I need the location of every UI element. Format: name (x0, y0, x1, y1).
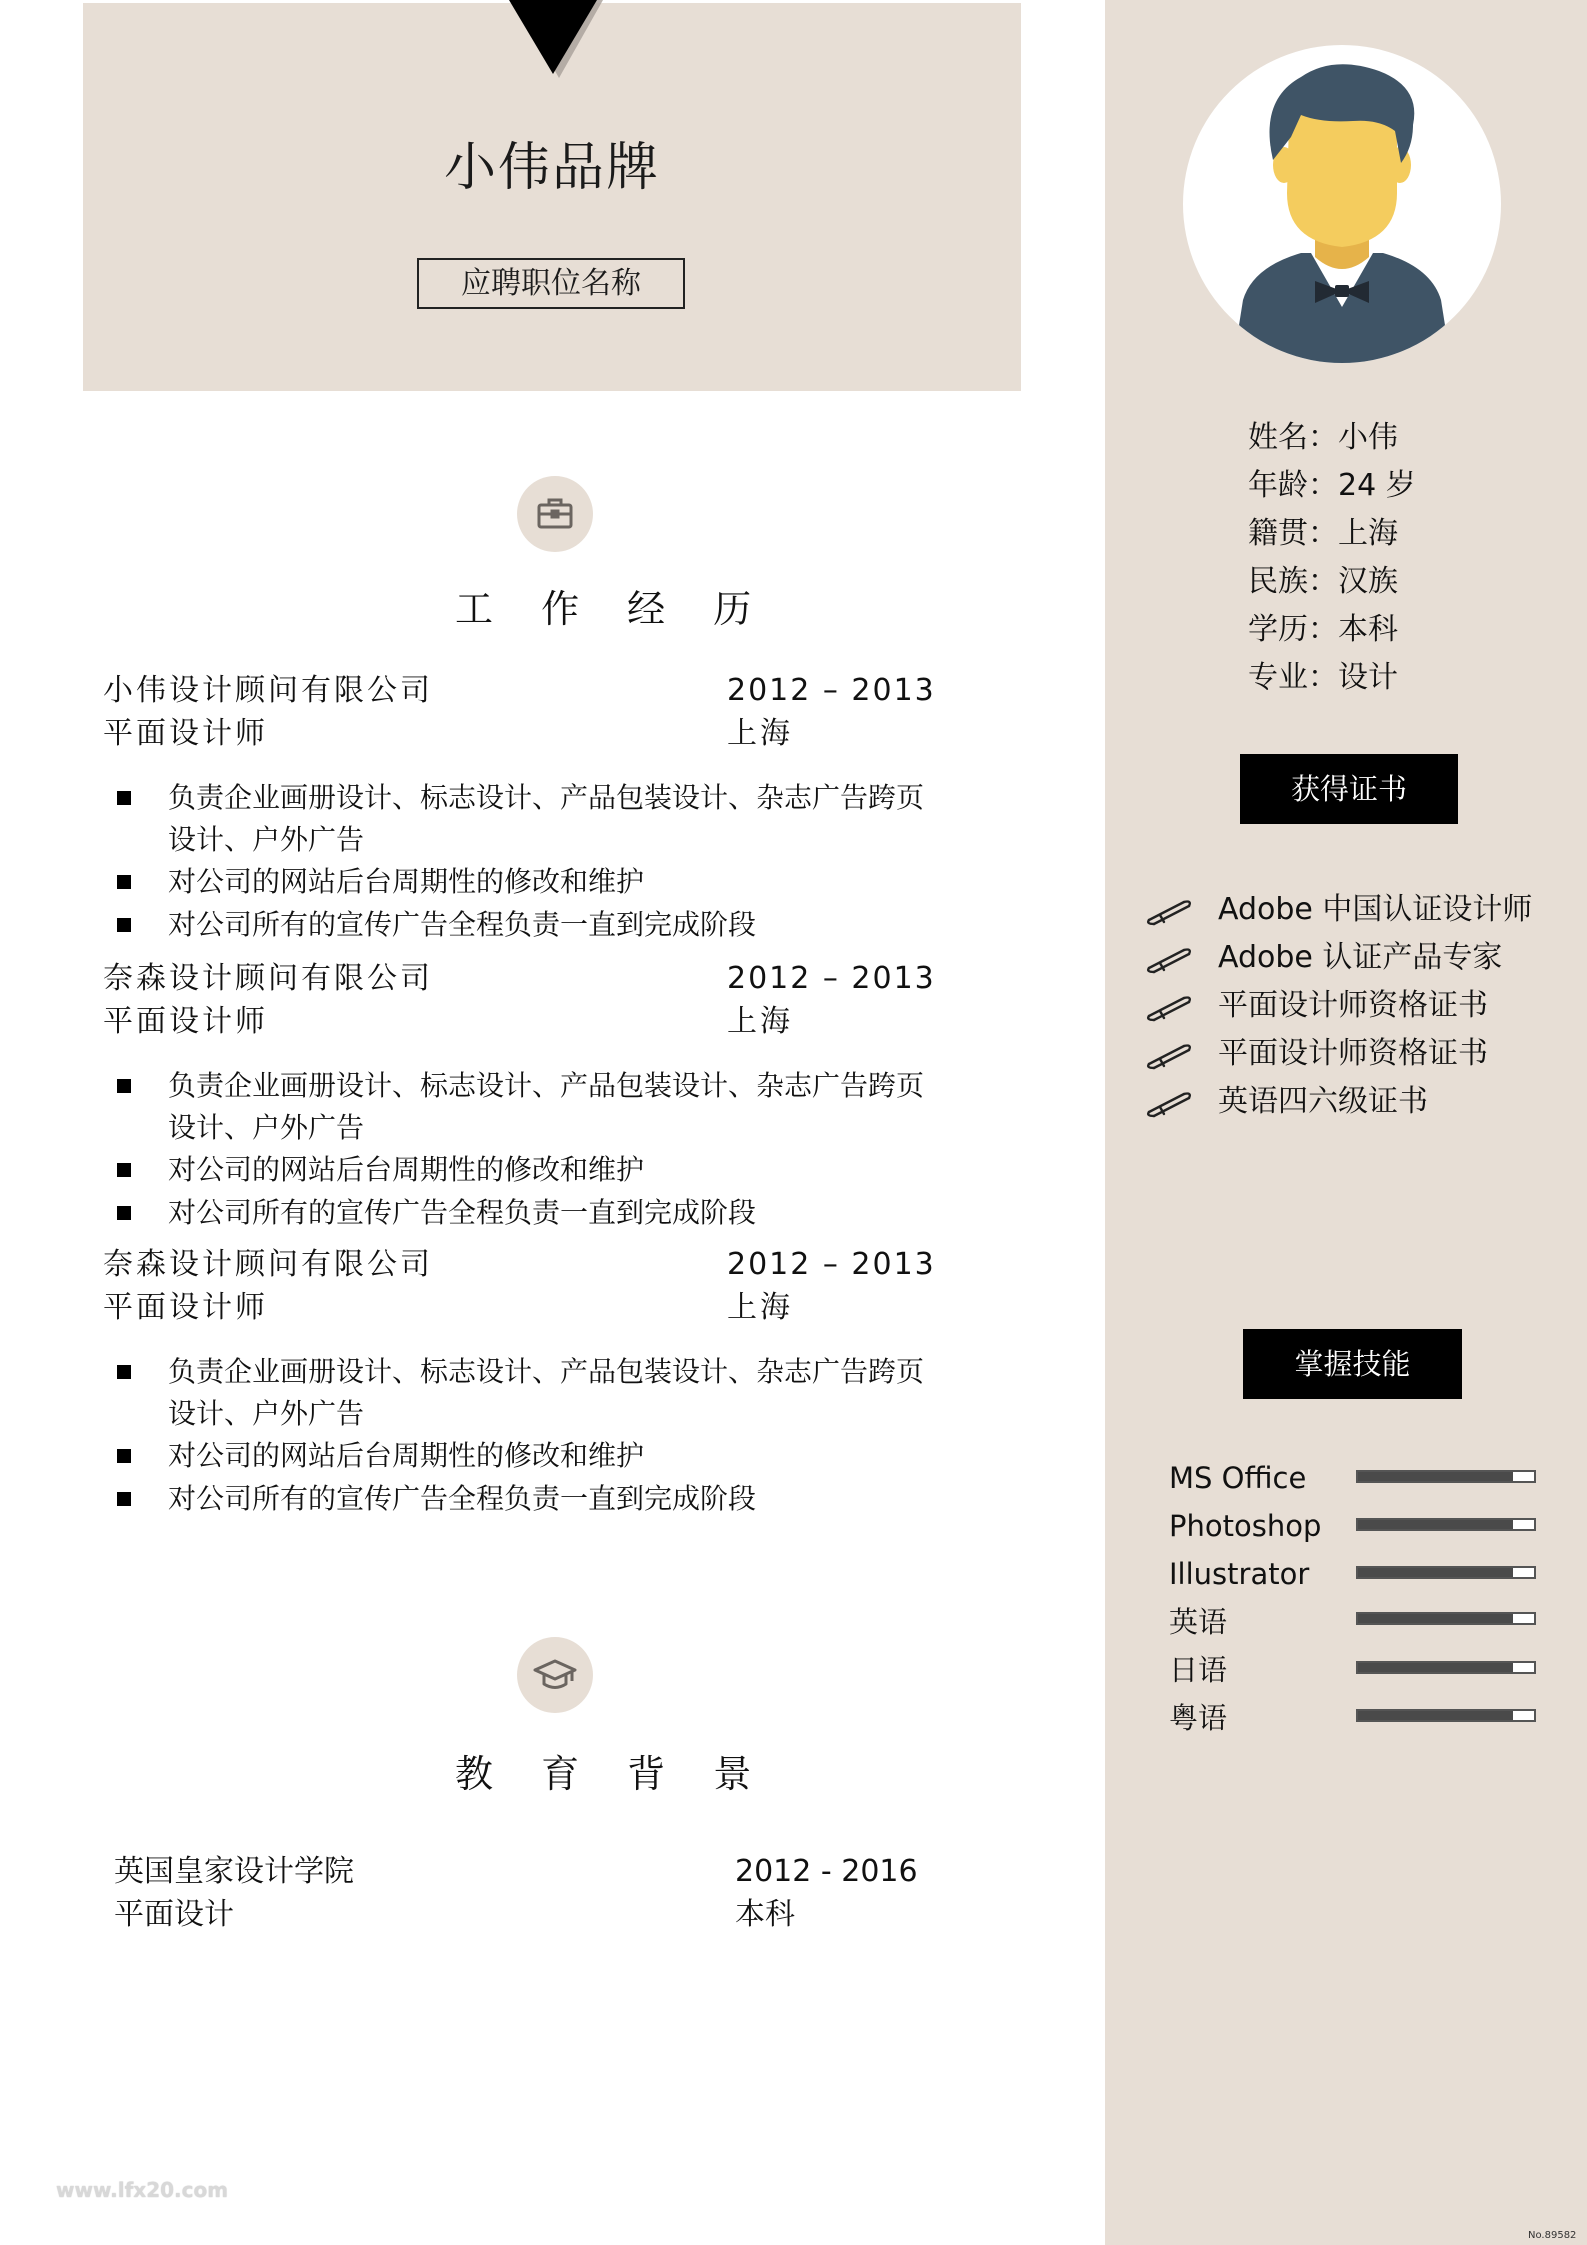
bullet-square-icon (117, 1206, 131, 1220)
skill-level-fill (1358, 1472, 1513, 1481)
skill-label: MS Office (1169, 1461, 1307, 1495)
bullet-square-icon (117, 875, 131, 889)
skill-level-fill (1358, 1520, 1513, 1529)
certificate-item: Adobe 中国认证设计师 (1218, 892, 1533, 927)
skill-level-bar (1356, 1661, 1536, 1674)
job-company: 小伟设计顾问有限公司 (103, 673, 433, 708)
skill-level-fill (1358, 1614, 1513, 1623)
bullet-square-icon (117, 791, 131, 805)
certificate-scroll-icon (1146, 1040, 1192, 1070)
position-title: 应聘职位名称 (417, 258, 685, 309)
profile-hometown: 籍贯：上海 (1248, 516, 1398, 551)
skill-level-fill (1358, 1568, 1513, 1577)
job-duty: 对公司的网站后台周期性的修改和维护 (168, 1153, 645, 1186)
certificate-scroll-icon (1146, 992, 1192, 1022)
education-heading: 教 育 背 景 (455, 1752, 770, 1796)
job-duty: 对公司所有的宣传广告全程负责一直到完成阶段 (168, 908, 757, 941)
skill-level-bar (1356, 1566, 1536, 1579)
certificate-item: 英语四六级证书 (1218, 1084, 1428, 1119)
bullet-square-icon (117, 1079, 131, 1093)
header-notch (509, 0, 597, 74)
certificate-item: Adobe 认证产品专家 (1218, 940, 1503, 975)
job-duty: 负责企业画册设计、标志设计、产品包装设计、杂志广告跨页设计、户外广告 (168, 781, 925, 856)
skill-level-bar (1356, 1470, 1536, 1483)
certificate-item: 平面设计师资格证书 (1218, 988, 1488, 1023)
job-role: 平面设计师 (103, 1004, 268, 1039)
job-years: 2012 – 2013 (727, 673, 936, 708)
job-city: 上海 (727, 1290, 793, 1325)
certificate-item: 平面设计师资格证书 (1218, 1036, 1488, 1071)
profile-age: 年龄：24 岁 (1248, 468, 1416, 503)
job-duty: 对公司的网站后台周期性的修改和维护 (168, 865, 645, 898)
certificate-scroll-icon (1146, 1088, 1192, 1118)
skill-label: 英语 (1169, 1605, 1228, 1639)
profile-major: 专业：设计 (1248, 660, 1398, 695)
job-duty: 负责企业画册设计、标志设计、产品包装设计、杂志广告跨页设计、户外广告 (168, 1355, 925, 1430)
skill-level-bar (1356, 1612, 1536, 1625)
bullet-square-icon (117, 918, 131, 932)
bullet-square-icon (117, 1365, 131, 1379)
bullet-square-icon (117, 1449, 131, 1463)
bullet-square-icon (117, 1492, 131, 1506)
job-years: 2012 – 2013 (727, 1247, 936, 1282)
skill-label: Photoshop (1169, 1509, 1322, 1543)
skill-level-bar (1356, 1709, 1536, 1722)
education-degree: 本科 (735, 1897, 795, 1932)
skill-label: 日语 (1169, 1653, 1228, 1687)
job-role: 平面设计师 (103, 1290, 268, 1325)
briefcase-icon (517, 476, 593, 552)
document-number: No.89582 (1528, 2230, 1577, 2241)
watermark: www.lfx20.com (56, 2178, 229, 2202)
job-duty: 负责企业画册设计、标志设计、产品包装设计、杂志广告跨页设计、户外广告 (168, 1069, 925, 1144)
graduation-cap-icon (517, 1637, 593, 1713)
job-city: 上海 (727, 716, 793, 751)
job-years: 2012 – 2013 (727, 961, 936, 996)
avatar (1183, 45, 1501, 363)
job-company: 奈森设计顾问有限公司 (103, 1247, 433, 1282)
education-years: 2012 - 2016 (735, 1854, 918, 1889)
job-role: 平面设计师 (103, 716, 268, 751)
job-duty: 对公司所有的宣传广告全程负责一直到完成阶段 (168, 1482, 757, 1515)
avatar-person-icon (1183, 45, 1501, 363)
skill-level-fill (1358, 1663, 1513, 1672)
brand-title: 小伟品牌 (443, 138, 660, 198)
job-duty: 对公司的网站后台周期性的修改和维护 (168, 1439, 645, 1472)
certificates-heading: 获得证书 (1240, 754, 1458, 824)
skill-label: Illustrator (1169, 1557, 1310, 1591)
skills-heading: 掌握技能 (1243, 1329, 1462, 1399)
job-duty: 对公司所有的宣传广告全程负责一直到完成阶段 (168, 1196, 757, 1229)
bullet-square-icon (117, 1163, 131, 1177)
work-heading: 工 作 经 历 (455, 587, 770, 631)
skill-level-bar (1356, 1518, 1536, 1531)
profile-ethnicity: 民族：汉族 (1248, 564, 1398, 599)
skill-level-fill (1358, 1711, 1513, 1720)
certificate-scroll-icon (1146, 944, 1192, 974)
education-major: 平面设计 (114, 1897, 234, 1932)
job-company: 奈森设计顾问有限公司 (103, 961, 433, 996)
skill-label: 粤语 (1169, 1701, 1228, 1735)
certificate-scroll-icon (1146, 896, 1192, 926)
profile-name: 姓名：小伟 (1248, 420, 1398, 455)
profile-education: 学历：本科 (1248, 612, 1398, 647)
job-city: 上海 (727, 1004, 793, 1039)
education-school: 英国皇家设计学院 (114, 1854, 354, 1889)
